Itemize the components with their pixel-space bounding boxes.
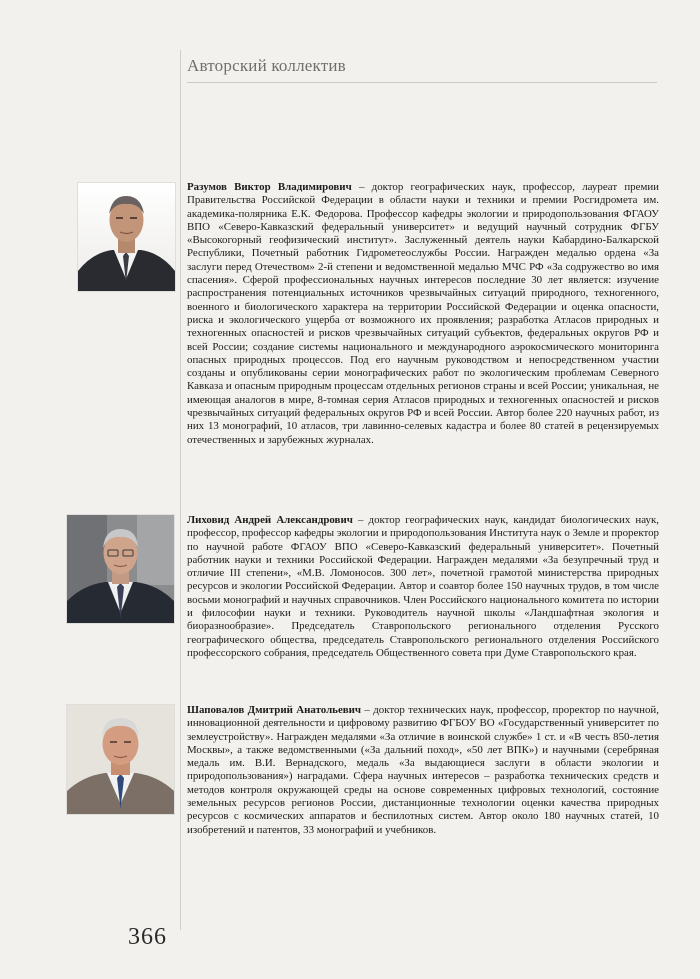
author-bio-3 — [187, 704, 659, 837]
page-number: 366 — [128, 924, 167, 950]
author-bio-2 — [187, 514, 659, 660]
author-photo-likhovid — [67, 515, 174, 623]
section-header: Авторский коллектив — [187, 56, 346, 75]
author-name: Шаповалов Дмитрий Анатольевич — [187, 704, 362, 716]
author-description: – доктор географических наук, кандидат биологических наук, профессор, профессор кафедры экологии и природопользования Института наук о Земле и проректор по научной работе ФГАОУ ВПО «Северо-Кавказский федеральный университет». Почетный работник науки и техники Российской Федерации. Награжден медалями «За безупречный труд и отличие III степени», «М.В. Ломоносов. 300 лет», почетной грамотой министерства природных ресурсов и экологии Российской Федерации. Автор и соавтор более 150 научных трудов, в том числе восьми монографий и научных справочников. Член Российского национального комитета по истории и философии науки и техники. Руководитель научной школы «Ландшафтная экология и биоразнообразие». Председатель Ставропольского регионального отделения Русского географического общества, председатель Ставропольского регионального отделения Российского профессорского собрания, председатель Общественного совета при Думе Ставропольского края. — [187, 514, 659, 659]
author-photo-razumov — [78, 183, 175, 291]
author-bio-1 — [187, 181, 659, 447]
margin-rule — [180, 50, 181, 930]
author-description: – доктор географических наук, профессор, лауреат премии Правительства Российской Федерации в области науки и техники и премии Росгидромета им. академика-полярника Е.К. Федорова. Профессор кафедры экологии и природопользования ФГАОУ ВПО «Северо-Кавказский федеральный университет» и ведущий научный сотрудник ФГБУ «Высокогорный геофизический институт». Заслуженный деятель науки Кабардино-Балкарской Республики, Почетный работник Гидрометеослужбы России. Награжден медалью ордена «За заслуги перед Отечеством» 2-й степени и ведомственной медалью МЧС РФ «За содружество во имя спасения». Сферой профессиональных научных интересов последние 30 лет является: изучение распространения потенциальных источников чрезвычайных ситуаций природного, техногенного, военного и биологического характера на территории Российской Федерации и оценка опасности, риска и экологического ущерба от возможного их проявления; разработка Атласов природных и техногенных опасностей и рисков чрезвычайных ситуаций субъектов, федеральных округов РФ и всей России; создание системы национального и международного аэрокосмического мониторинга опасных природных процессов. Под его научным руководством и непосредственном участии созданы и опубликованы серии монографических работ по экологическим проблемам Северного Кавказа и опасным природным процессам отдельных регионов страны и всей России; уникальная, не имеющая аналогов в мире, 8-томная серия Атласов природных и техногенных опасностей и рисков чрезвычайных ситуаций федеральных округов РФ и всей России. Автор более 220 научных работ, из них 13 монографий, 10 атласов, три лавинно-селевых кадастра и более 80 статей в рецензируемых отечественных и зарубежных журналах. — [187, 181, 659, 446]
author-name: Разумов Виктор Владимирович — [187, 181, 352, 193]
author-photo-shapovalov — [67, 705, 174, 814]
header-divider — [187, 82, 657, 83]
author-description: – доктор технических наук, профессор, проректор по научной, инновационной деятельности и цифровому развитию ФГБОУ ВО «Государственный университет по землеустройству». Награжден медалями «За отличие в воинской службе» 1 ст. и «В честь 850-летия Москвы», а также ведомственными («За дальний поход», «50 лет ВПК») и научными (серебряная медаль им. В.И. Вернадского, медаль «За выдающиеся заслуги в области экологии и природопользования») наградами. Сфера научных интересов – разработка технических средств и методов контроля окружающей среды на основе современных цифровых технологий, состояние земельных ресурсов регионов России, дистанционные технологии оценки качества природных ресурсов с космических аппаратов и беспилотных систем. Автор около 180 научных статей, 10 изобретений и патентов, 33 монографий и учебников. — [187, 704, 659, 836]
author-name: Лиховид Андрей Александрович — [187, 514, 353, 526]
